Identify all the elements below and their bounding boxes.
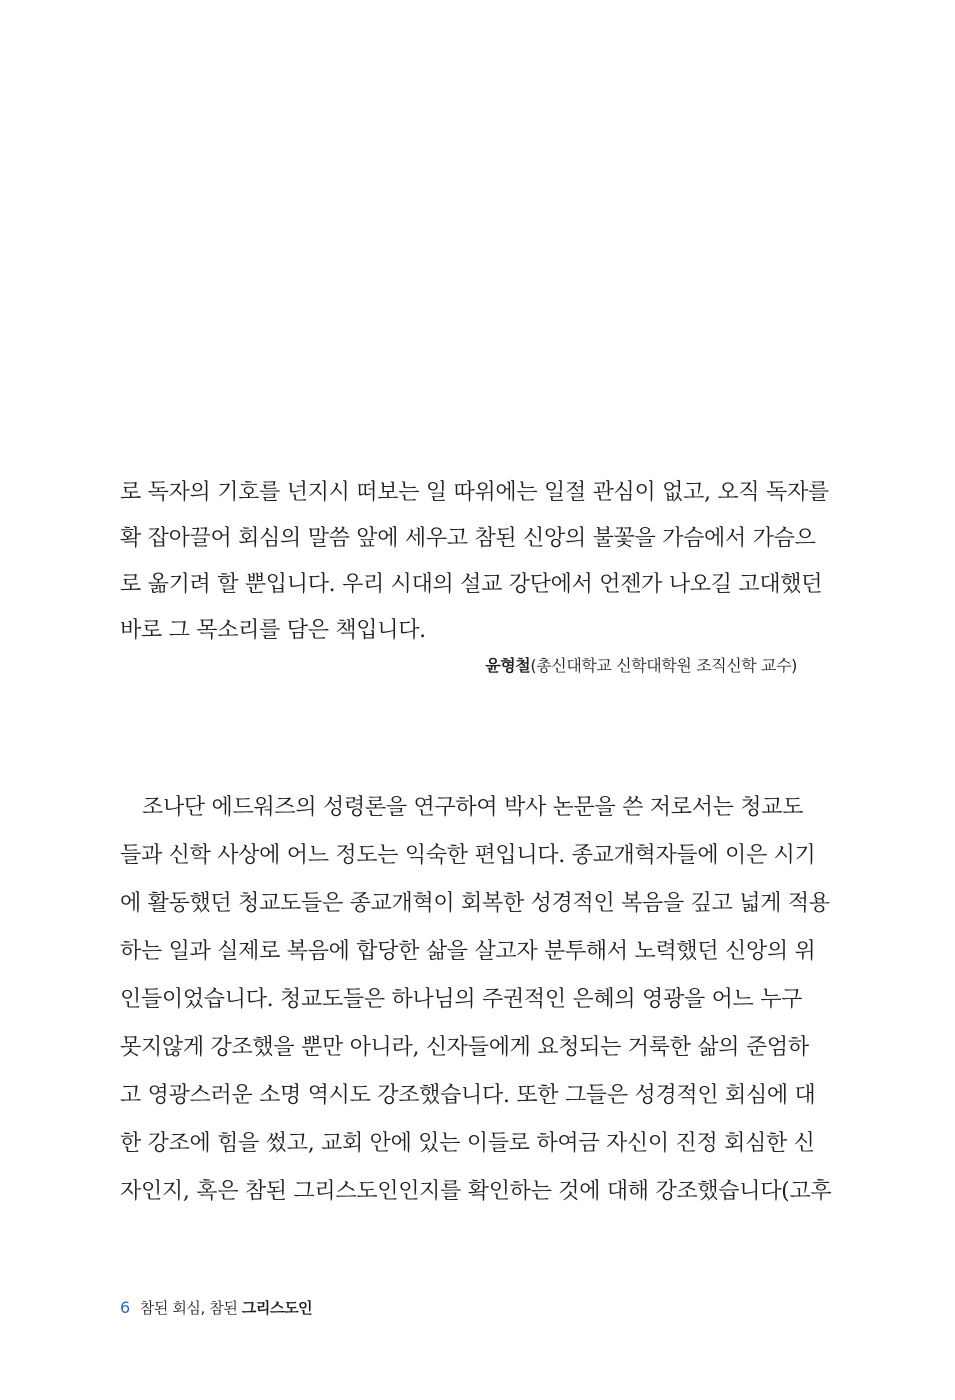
endorsement-line: 로 옮기려 할 뿐입니다. 우리 시대의 설교 강단에서 언젠가 나오길 고대했던	[120, 572, 823, 597]
intro-line: 고 영광스러운 소명 역시도 강조했습니다. 또한 그들은 성경적인 회심에 대	[120, 1083, 816, 1108]
endorsement-line: 확 잡아끌어 회심의 말씀 앞에 세우고 참된 신앙의 불꽃을 가슴에서 가슴으	[120, 526, 816, 551]
endorser-affiliation: (총신대학교 신학대학원 조직신학 교수)	[530, 656, 797, 675]
endorsement-line: 바로 그 목소리를 담은 책입니다.	[120, 618, 426, 643]
running-title-part2: 그리스도인	[241, 1299, 313, 1317]
endorsement-attribution	[485, 654, 797, 678]
intro-line: 못지않게 강조했을 뿐만 아니라, 신자들에게 요청되는 거룩한 삶의 준엄하	[120, 1035, 809, 1060]
intro-line: 조나단 에드워즈의 성령론을 연구하여 박사 논문을 쓴 저로서는 청교도	[142, 795, 804, 820]
endorser-name: 윤형철	[485, 656, 531, 675]
running-title-part1: 참된 회심, 참된	[139, 1299, 242, 1317]
intro-line: 인들이었습니다. 청교도들은 하나님의 주권적인 은혜의 영광을 어느 누구	[120, 987, 803, 1012]
page-number: 6	[120, 1298, 130, 1317]
page-footer	[120, 1298, 312, 1318]
intro-line: 자인지, 혹은 참된 그리스도인인지를 확인하는 것에 대해 강조했습니다(고후	[120, 1179, 832, 1204]
intro-line: 한 강조에 힘을 썼고, 교회 안에 있는 이들로 하여금 자신이 진정 회심한 신	[120, 1131, 815, 1156]
intro-line: 하는 일과 실제로 복음에 합당한 삶을 살고자 분투해서 노력했던 신앙의 위	[120, 939, 816, 964]
intro-line: 에 활동했던 청교도들은 종교개혁이 회복한 성경적인 복음을 깊고 넓게 적용	[120, 891, 830, 916]
intro-line: 들과 신학 사상에 어느 정도는 익숙한 편입니다. 종교개혁자들에 이은 시기	[120, 843, 816, 868]
endorsement-line: 로 독자의 기호를 넌지시 떠보는 일 따위에는 일절 관심이 없고, 오직 독자를	[120, 480, 829, 505]
